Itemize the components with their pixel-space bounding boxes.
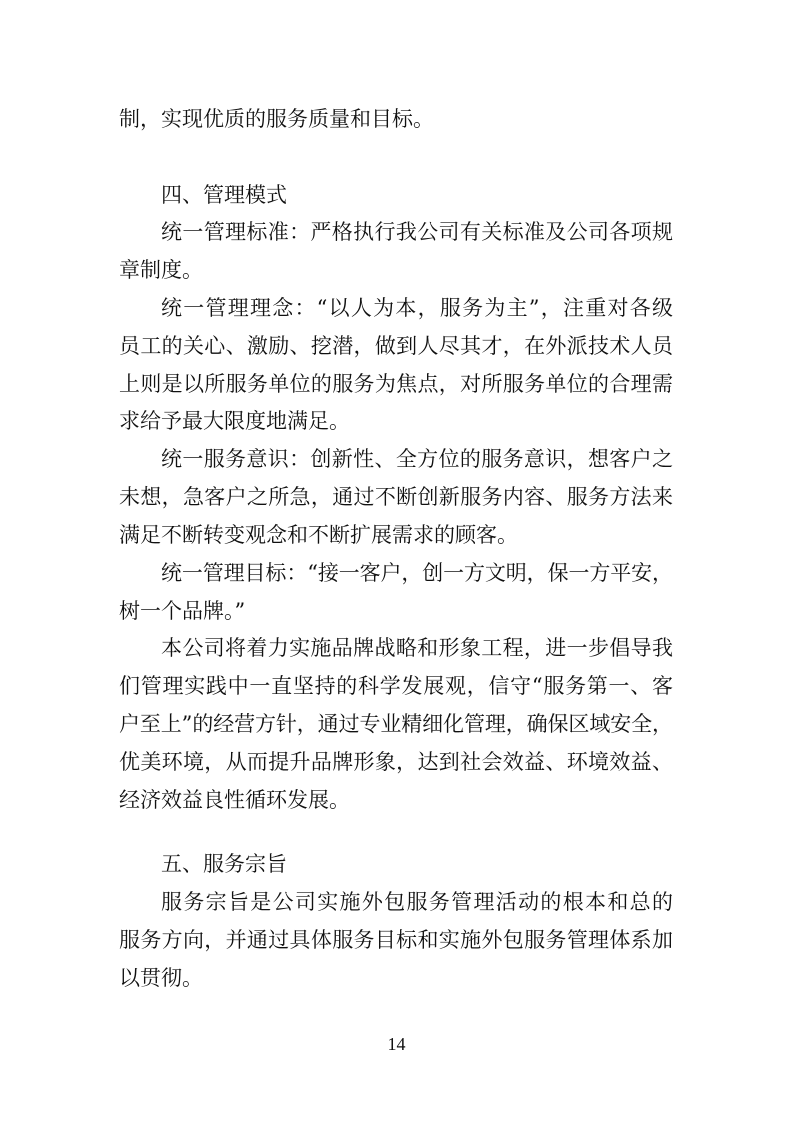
paragraph-line: 以贯彻。 bbox=[119, 966, 203, 990]
paragraph-line: 经济效益良性循环发展。 bbox=[119, 788, 350, 812]
paragraph-line: 满足不断转变观念和不断扩展需求的顾客。 bbox=[119, 523, 518, 547]
paragraph-line: 树一个品牌。” bbox=[119, 599, 246, 623]
paragraph-line: 服务宗旨是公司实施外包服务管理活动的根本和总的 bbox=[161, 890, 675, 914]
paragraph-line: 上则是以所服务单位的服务为焦点，对所服务单位的合理需 bbox=[119, 372, 674, 396]
paragraph-line: 求给予最大限度地满足。 bbox=[119, 409, 350, 433]
section-heading: 四、管理模式 bbox=[161, 183, 287, 207]
page-number: 14 bbox=[387, 1034, 406, 1054]
paragraph-line: 本公司将着力实施品牌战略和形象工程，进一步倡导我 bbox=[161, 636, 674, 660]
paragraph-line: 统一管理标准：严格执行我公司有关标准及公司各项规 bbox=[161, 220, 674, 244]
paragraph-line: 户至上”的经营方针，通过专业精细化管理，确保区域安全， bbox=[119, 712, 673, 736]
paragraph-line: 优美环境，从而提升品牌形象，达到社会效益、环境效益、 bbox=[119, 750, 674, 774]
paragraph-line: 统一服务意识：创新性、全方位的服务意识，想客户之 bbox=[161, 447, 674, 471]
paragraph-line: 统一管理理念：“以人为本，服务为主”，注重对各级 bbox=[161, 296, 675, 320]
section-heading: 五、服务宗旨 bbox=[161, 852, 287, 876]
paragraph-line: 章制度。 bbox=[119, 258, 203, 282]
paragraph-line: 们管理实践中一直坚持的科学发展观，信守“服务第一、客 bbox=[119, 674, 674, 698]
paragraph-line: 员工的关心、激励、挖潜，做到人尽其才，在外派技术人员 bbox=[119, 334, 674, 358]
paragraph-line: 制，实现优质的服务质量和目标。 bbox=[119, 107, 434, 131]
paragraph-line: 服务方向，并通过具体服务目标和实施外包服务管理体系加 bbox=[119, 928, 674, 952]
paragraph-line: 未想，急客户之所急，通过不断创新服务内容、服务方法来 bbox=[119, 485, 674, 509]
paragraph-line: 统一管理目标：“接一客户，创一方文明，保一方平安， bbox=[161, 561, 673, 585]
